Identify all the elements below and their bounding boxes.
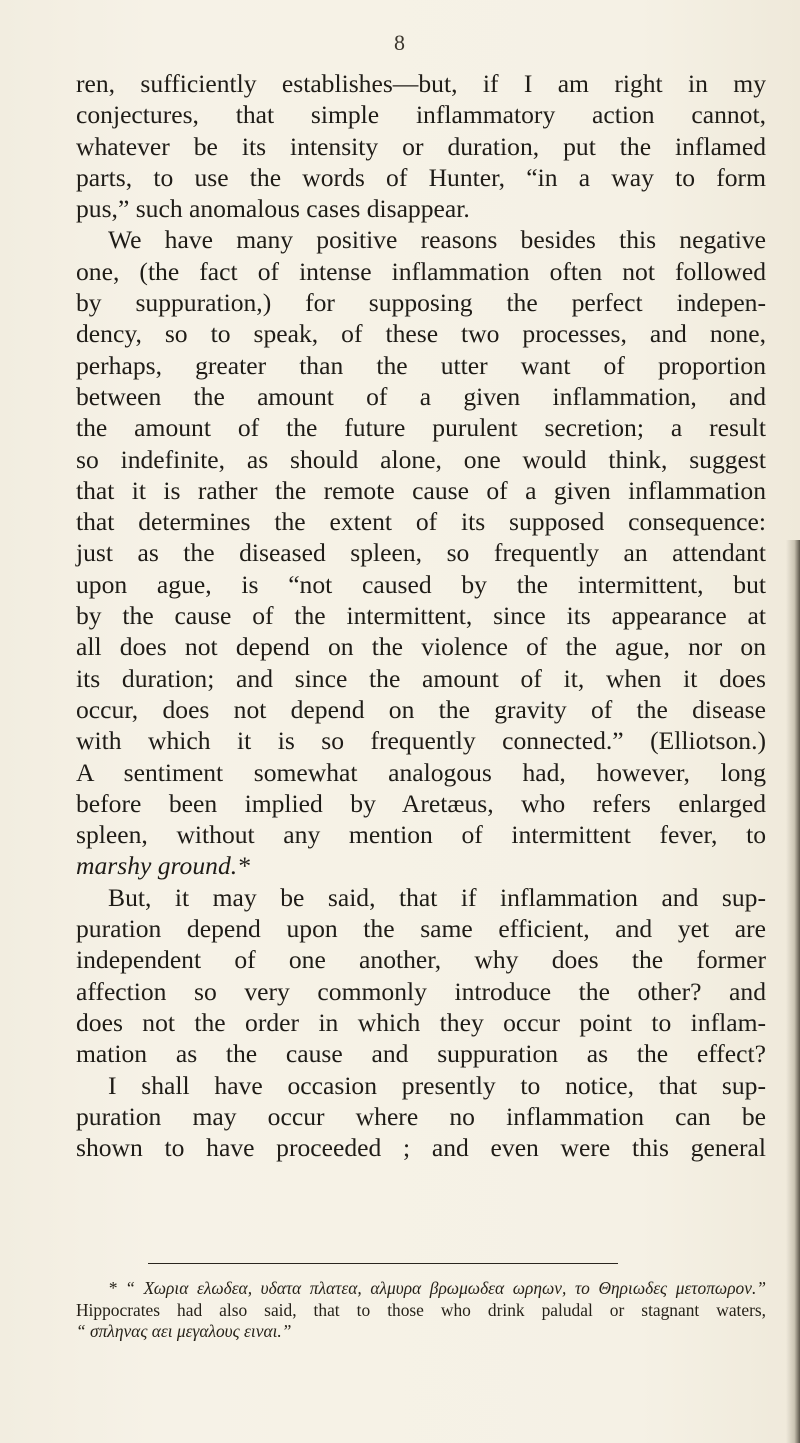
text-line: by the cause of the intermittent, since its appearance at	[76, 601, 766, 631]
text-line: occur, does not depend on the gravity of the disease	[76, 694, 766, 724]
text-line: by suppuration,) for supposing the perfect indepen-	[76, 288, 766, 318]
text-line: We have many positive reasons besides this negative	[108, 225, 766, 255]
text-line: parts, to use the words of Hunter, “in a way to form	[76, 162, 766, 192]
text-line: one, (the fact of intense inflammation often not followed	[76, 256, 766, 286]
footnote	[76, 1278, 766, 1343]
text-line: between the amount of a given inflammation, and	[76, 381, 766, 411]
text-line: does not the order in which they occur point to inflam-	[76, 1007, 766, 1037]
text-line: ren, sufficiently establishes—but, if I am right in my	[76, 69, 766, 98]
text-line: pus,” such anomalous cases disappear.	[76, 194, 470, 224]
text-line: upon ague, is “not caused by the intermittent, but	[76, 569, 766, 599]
text-line: conjectures, that simple inflammatory action cannot,	[76, 100, 766, 130]
text-line: dency, so to speak, of these two processes, and none,	[76, 319, 766, 349]
text-line: whatever be its intensity or duration, put the inflamed	[76, 131, 766, 161]
text-line: spleen, without any mention of intermittent fever, to	[76, 820, 766, 850]
page-edge-shadow	[786, 540, 800, 1443]
text-line: so indefinite, as should alone, one would think, suggest	[76, 444, 766, 474]
text-line: perhaps, greater than the utter want of proportion	[76, 350, 766, 380]
body-text	[76, 68, 766, 1163]
footnote-greek-quote: “ σπληνας αει μεγαλους ειναι.”	[76, 1321, 292, 1341]
text-line: with which it is so frequently connected.” (Elliotson.)	[76, 726, 766, 756]
text-line: before been implied by Aretæus, who refers enlarged	[76, 788, 766, 818]
text-line: affection so very commonly introduce the other? and	[76, 976, 766, 1006]
text-line: But, it may be said, that if inflammation and sup-	[108, 882, 766, 912]
footnote-greek-quote: * “ Χωρια ελωδεα, υδατα πλατεα, αλμυρα βρωμωδεα ωρηων, το Θηριωδες μετοπωρον.”	[108, 1278, 766, 1298]
footnote-divider	[148, 1263, 618, 1264]
text-line: just as the diseased spleen, so frequently an attendant	[76, 538, 766, 568]
text-line: mation as the cause and suppuration as the effect?	[76, 1039, 766, 1069]
text-line: shown to have proceeded ; and even were this general	[76, 1133, 766, 1163]
text-line: all does not depend on the violence of the ague, nor on	[76, 632, 766, 662]
text-line: A sentiment somewhat analogous had, however, long	[76, 757, 766, 787]
text-line: the amount of the future purulent secretion; a result	[76, 413, 766, 443]
page-number: 8	[394, 30, 406, 55]
text-line: puration may occur where no inflammation can be	[76, 1101, 766, 1131]
text-line: that determines the extent of its supposed consequence:	[76, 507, 766, 537]
text-line: I shall have occasion presently to notice, that sup-	[108, 1070, 766, 1100]
text-line: puration depend upon the same efficient, and yet are	[76, 914, 766, 944]
text-line: marshy ground.*	[76, 851, 250, 881]
footnote-line: Hippocrates had also said, that to those who drink paludal or stagnant waters,	[76, 1299, 766, 1320]
text-line: that it is rather the remote cause of a given inflammation	[76, 475, 766, 505]
text-line: its duration; and since the amount of it, when it does	[76, 663, 766, 693]
text-line: independent of one another, why does the former	[76, 945, 766, 975]
